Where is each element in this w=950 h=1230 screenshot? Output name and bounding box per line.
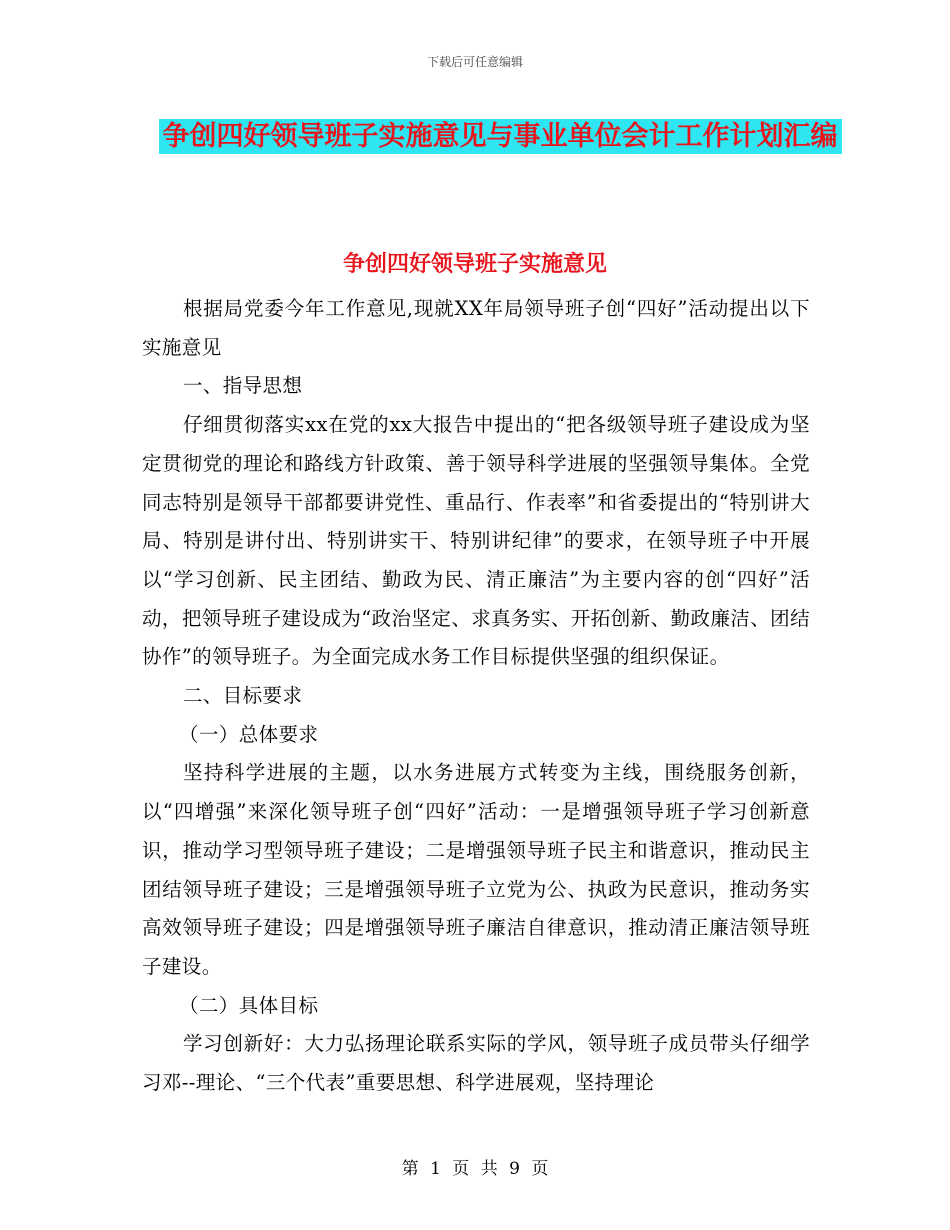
- document-body: [142, 290, 810, 1103]
- guiding-thought-paragraph: 仔细贯彻落实xx在党的xx大报告中提出的“把各级领导班子建设成为坚定贯彻党的理论和路线方针政策、善于领导科学进展的坚强领导集体。全党同志特别是领导干部都要讲党性、重品行、作表率”和省委提出的“特别讲大局、特别是讲付出、特别讲实干、特别讲纪律”的要求，在领导班子中开展以“学习创新、民主团结、勤政为民、清正廉洁”为主要内容的创“四好”活动，把领导班子建设成为“政治坚定、求真务实、开拓创新、勤政廉洁、团结协作”的领导班子。为全面完成水务工作目标提供坚强的组织保证。: [142, 413, 810, 669]
- section-title: 争创四好领导班子实施意见: [342, 251, 607, 277]
- heading-overall-requirements: （一）总体要求: [179, 722, 319, 746]
- specific-targets-paragraph: 学习创新好：大力弘扬理论联系实际的学风，领导班子成员带头仔细学习邓--理论、“三个代表”重要思想、科学进展观，坚持理论: [142, 1032, 810, 1095]
- document-title: [130, 112, 870, 162]
- page-footer: 第 1 页 共 9 页: [401, 1159, 549, 1179]
- overall-requirements-paragraph: 坚持科学进展的主题，以水务进展方式转变为主线，围绕服务创新，以“四增强”来深化领导班子创“四好”活动：一是增强领导班子学习创新意识，推动学习型领导班子建设；二是增强领导班子民主和谐意识，推动民主团结领导班子建设；三是增强领导班子立党为公、执政为民意识，推动务实高效领导班子建设；四是增强领导班子廉洁自律意识，推动清正廉洁领导班子建设。: [142, 761, 810, 978]
- heading-goals: 二、目标要求: [182, 684, 303, 708]
- heading-specific-targets: （二）具体目标: [179, 993, 319, 1017]
- intro-paragraph: 根据局党委今年工作意见,现就XX年局领导班子创“四好”活动提出以下实施意见: [142, 297, 810, 359]
- header-note: 下载后可任意编辑: [426, 55, 523, 69]
- heading-guiding-thought: 一、指导思想: [182, 374, 303, 398]
- document-title-text: 争创四好领导班子实施意见与事业单位会计工作计划汇编: [159, 119, 842, 154]
